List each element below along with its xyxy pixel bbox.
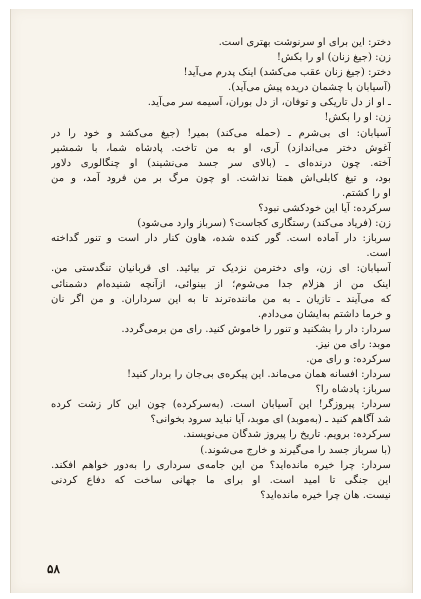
book-page bbox=[10, 9, 413, 593]
text-line: (با سرباز جسد را می‌گیرند و خارج می‌شوند.) bbox=[200, 444, 391, 456]
text-line: بود، و تیغ کابلی‌اش همتا نداشت. او چون مرگ بر من فرود آمد، و من bbox=[51, 172, 391, 184]
text-line: (آسیابان با چشمان دریده پیش می‌آید). bbox=[228, 82, 391, 94]
text-line: اینک من از هزلام جدا می‌شوم؛ از بینوائی، ازآنچه شنیده‌ام دشمنائی bbox=[51, 278, 391, 290]
text-line: آسیابان: ای زن، وای دخترمن نزدیک تر بیائید. ای قربانیان تنگدستی من. bbox=[51, 263, 391, 275]
text-line: که می‌آیند ـ تازیان ـ به من ماننده‌ترند تا به این سرداران. و من اگر نان bbox=[51, 293, 391, 305]
text-line: آسیابان: ای بی‌شرم ـ (حمله می‌کند) بمیر! (جیغ می‌کشد و خود را در bbox=[51, 127, 391, 139]
text-line: سردار: دار را بشکنید و تنور را خاموش کنید. رای من برمی‌گردد. bbox=[121, 323, 391, 335]
text-line: سردار: چرا خیره مانده‌اید؟ من این جامه‌ی سرداری را به‌دور خواهم افکند. bbox=[51, 459, 391, 471]
text-line: است. bbox=[366, 248, 391, 260]
text-line: آغوش دختر می‌اندازد) آری، او به من تاخت. پادشاه شما، با شمشیر bbox=[51, 142, 391, 154]
text-line: نیست. هان چرا خیره مانده‌اید؟ bbox=[260, 489, 391, 501]
page-number: ۵۸ bbox=[47, 562, 60, 576]
text-line: دختر: این برای او سرنوشت بهتری است. bbox=[218, 37, 391, 48]
text-line: سرکرده: برویم. تاریخ را پیروز شدگان می‌نویسند. bbox=[183, 429, 391, 441]
text-line: او را کشتم. bbox=[341, 187, 391, 199]
text-line: سرباز: پادشاه را؟ bbox=[315, 384, 391, 396]
text-line: این جنگی تا امید است. او برای ما جهانی ساخت که دفاع کردنی bbox=[51, 474, 391, 486]
text-line: سرباز: دار آماده است. گور کنده شده، هاون کنار دار است و تنور گداخته bbox=[51, 233, 391, 245]
text-line: شد آگاهم کنید ـ (به‌موبد) ای موبد، آیا نباید سرود بخوانی؟ bbox=[150, 414, 391, 426]
text-line: زن: او را بکش! bbox=[324, 112, 391, 124]
text-line: ـ او از دل تاریکی و توفان، از دل بوران، آسیمه سر می‌آید. bbox=[147, 97, 391, 109]
text-line: زن: (فریاد می‌کند) رستگاری کجاست؟ (سرباز وارد می‌شود) bbox=[137, 218, 391, 230]
text-line: و خرما داشتم به‌ایشان می‌دادم. bbox=[257, 308, 391, 320]
text-line: دختر: (جیغ زنان عقب می‌کشد) اینک پدرم می‌آید! bbox=[183, 67, 391, 79]
text-line: آخته. چون درنده‌ای ـ (بالای سر جسد می‌نشیند) او چنگالوری دلاور bbox=[51, 157, 391, 169]
text-line: زن: (جیغ زنان) او را بکش! bbox=[276, 52, 391, 64]
text-line: موبد: رای من نیز. bbox=[315, 338, 391, 350]
page-text bbox=[51, 35, 391, 503]
text-line: سرکرده: آیا این خودکشی نبود؟ bbox=[258, 203, 391, 215]
text-line: سردار: پیروزگر! این آسیابان است. (به‌سرکرده) چون این کار زشت کرده bbox=[51, 399, 391, 411]
text-line: سرکرده: و رای من. bbox=[306, 353, 391, 365]
text-line: سردار: افسانه همان می‌ماند. این پیکره‌ی بی‌جان را بردار کنید! bbox=[126, 369, 391, 381]
